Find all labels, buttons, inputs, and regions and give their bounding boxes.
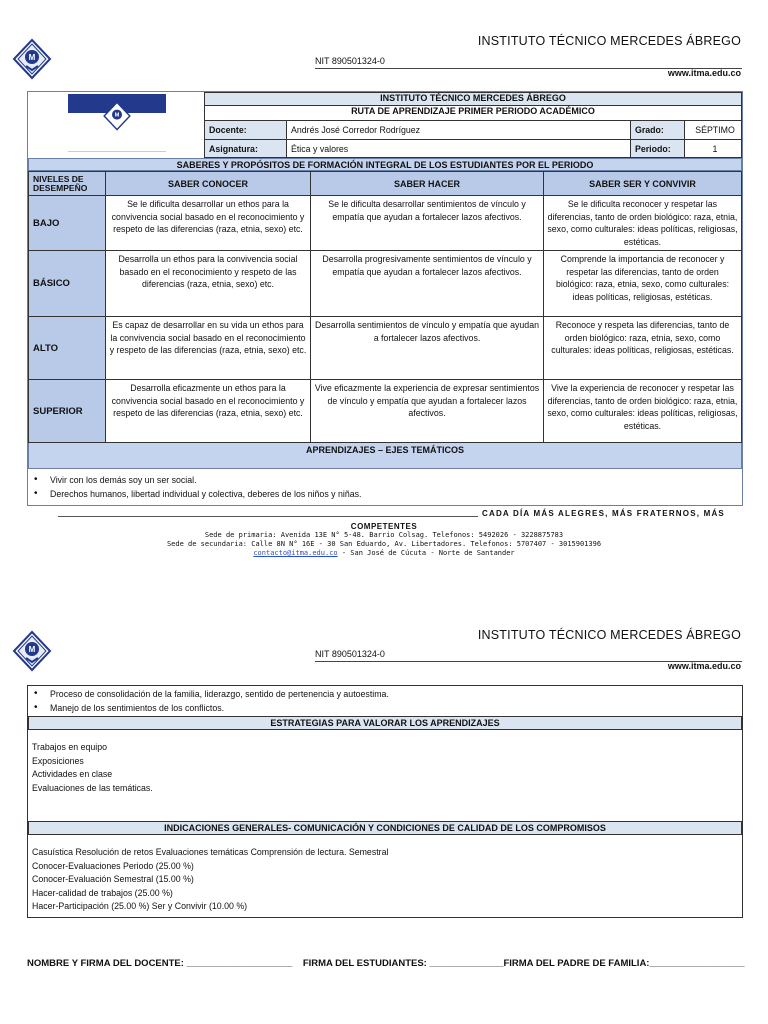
- page2-block: [27, 685, 743, 918]
- svg-text:M: M: [28, 645, 36, 654]
- grado-label: Grado:: [631, 121, 685, 140]
- level-bajo: BAJO: [29, 196, 106, 251]
- table-row: [29, 380, 742, 443]
- col-saber-hacer: SABER HACER: [311, 172, 544, 196]
- basico-ser: Comprende la importancia de reconocer y respetar las diferencias, tanto de orden biológico: raza, etnia, sexo, como culturales: ideas políticas, religiosas, estéticas.: [544, 251, 742, 317]
- website-page2[interactable]: www.itma.edu.co: [667, 661, 741, 671]
- bajo-hacer: Se le dificulta desarrollar sentimientos de vínculo y empatía que ayudan a fortalecer lazos afectivos.: [311, 196, 544, 251]
- asignatura-value: Ética y valores: [287, 140, 631, 158]
- alto-conocer: Es capaz de desarrollar en su vida un ethos para la convivencia social basado en el reconocimiento y respeto de las diferencias (raza, etnia, sexo) etc.: [106, 317, 311, 380]
- level-alto: ALTO: [29, 317, 106, 380]
- list-item: Trabajos en equipo: [32, 742, 107, 752]
- col-saber-ser: SABER SER Y CONVIVIR: [544, 172, 742, 196]
- performance-levels-table: [28, 171, 742, 443]
- footer-location: - San José de Cúcuta - Norte de Santander: [337, 549, 515, 557]
- saberes-title: SABERES Y PROPÓSITOS DE FORMACIÓN INTEGRAL DE LOS ESTUDIANTES POR EL PERIODO: [28, 158, 742, 171]
- signature-line: [27, 958, 745, 969]
- nit-text: NIT 890501324-0: [315, 56, 385, 66]
- superior-ser: Vive la experiencia de reconocer y respetar las diferencias, tanto de orden biológico: raza, etnia, sexo, como culturales: ideas políticas, religiosas, estéticas.: [544, 380, 742, 443]
- institution-title: INSTITUTO TÉCNICO MERCEDES ÁBREGO: [477, 34, 741, 48]
- website[interactable]: www.itma.edu.co: [667, 68, 741, 78]
- table-row: [29, 317, 742, 380]
- ejes-list: [28, 469, 742, 505]
- estrategias-title: ESTRATEGIAS PARA VALORAR LOS APRENDIZAJES: [28, 716, 742, 730]
- periodo-value: 1: [685, 140, 742, 158]
- aprendizajes-title: APRENDIZAJES – EJES TEMÁTICOS: [28, 443, 742, 469]
- list-item: • Derechos humanos, libertad individual y colectiva, deberes de los niños y niñas.: [50, 487, 742, 501]
- list-item: Conocer-Evaluación Semestral (15.00 %): [32, 874, 194, 884]
- sign-docente[interactable]: NOMBRE Y FIRMA DEL DOCENTE: ____________________: [27, 958, 293, 969]
- svg-text:M: M: [28, 53, 36, 62]
- sign-padre[interactable]: FIRMA DEL PADRE DE FAMILIA:__________________: [503, 958, 745, 969]
- list-item: Hacer-Participación (25.00 %) Ser y Convivir (10.00 %): [32, 901, 248, 911]
- estrategias-list: [28, 730, 742, 821]
- flag-logo: [68, 94, 166, 152]
- alto-ser: Reconoce y respeta las diferencias, tanto de orden biológico: raza, etnia, sexo, como culturales: ideas políticas, religiosas, estéticas.: [544, 317, 742, 380]
- grado-value: SÉPTIMO: [685, 121, 742, 140]
- col-saber-conocer: SABER CONOCER: [106, 172, 311, 196]
- indicaciones-title: INDICACIONES GENERALES- COMUNICACIÓN Y CONDICIONES DE CALIDAD DE LOS COMPROMISOS: [28, 821, 742, 835]
- superior-hacer: Vive eficazmente la experiencia de expresar sentimientos de vínculo y empatía que ayudan a fortalecer lazos afectivos.: [311, 380, 544, 443]
- ejes-list-cont: [28, 686, 742, 716]
- list-item: • Manejo de los sentimientos de los conflictos.: [50, 701, 742, 715]
- alto-hacer: Desarrolla sentimientos de vínculo y empatía que ayudan a fortalecer lazos afectivos.: [311, 317, 544, 380]
- indicaciones-list: [28, 835, 742, 917]
- table-institution: INSTITUTO TÉCNICO MERCEDES ÁBREGO: [205, 93, 742, 106]
- motto-line2: COMPETENTES: [350, 522, 418, 531]
- list-item: Exposiciones: [32, 755, 84, 766]
- level-superior: SUPERIOR: [29, 380, 106, 443]
- route-title: RUTA DE APRENDIZAJE PRIMER PERIODO ACADÉMICO: [205, 106, 742, 121]
- list-item: Hacer-calidad de trabajos (25.00 %): [32, 887, 173, 898]
- list-item: Conocer-Evaluaciones Periodo (25.00 %): [32, 860, 194, 871]
- footer-address-2: Sede de secundaria: Calle 8N N° 16E - 30 San Eduardo, Av. Libertadores. Telefonos: 5707407 - 3015901396: [166, 540, 602, 548]
- school-logo: [12, 38, 52, 80]
- table-row: [29, 196, 742, 251]
- svg-text:M: M: [114, 112, 120, 119]
- institution-title-page2: INSTITUTO TÉCNICO MERCEDES ÁBREGO: [477, 628, 741, 642]
- superior-conocer: Desarrolla eficazmente un ethos para la convivencia social basado en el reconocimiento y respeto de las diferencias (raza, etnia, sexo) etc.: [106, 380, 311, 443]
- periodo-label: Periodo:: [631, 140, 685, 158]
- list-item: Casuística Resolución de retos Evaluaciones temáticas Comprensión de lectura. Semestral: [32, 847, 389, 857]
- sign-estudiante[interactable]: FIRMA DEL ESTUDIANTES: ______________: [302, 958, 504, 969]
- school-logo-page2: [12, 630, 52, 672]
- contact-email[interactable]: contacto@itma.edu.co: [253, 549, 338, 557]
- list-item: • Vivir con los demás soy un ser social.: [50, 473, 742, 487]
- levels-header: NIVELES DE DESEMPEÑO: [29, 172, 106, 196]
- basico-conocer: Desarrolla un ethos para la convivencia social basado en el reconocimiento y respeto de las diferencias (raza, etnia, sexo) etc.: [106, 251, 311, 317]
- learning-route-table: [27, 91, 743, 506]
- asignatura-label: Asignatura:: [205, 140, 287, 158]
- bajo-ser: Se le dificulta reconocer y respetar las diferencias, tanto de orden biológico: raza, etnia, sexo, como culturales: ideas políticas, religiosas, estéticas.: [544, 196, 742, 251]
- level-basico: BÁSICO: [29, 251, 106, 317]
- docente-value: Andrés José Corredor Rodríguez: [287, 121, 631, 140]
- bajo-conocer: Se le dificulta desarrollar un ethos para la convivencia social basado en el reconocimiento y respeto de las diferencias (raza, etnia, sexo) etc.: [106, 196, 311, 251]
- list-item: Actividades en clase: [32, 769, 113, 779]
- footer-rule: [58, 516, 478, 517]
- nit-text-page2: NIT 890501324-0: [315, 649, 385, 659]
- list-item: • Proceso de consolidación de la familia, liderazgo, sentido de pertenencia y autoestima.: [50, 687, 742, 701]
- basico-hacer: Desarrolla progresivamente sentimientos de vínculo y empatía que ayudan a fortalecer lazos afectivos.: [311, 251, 544, 317]
- footer-contact: [0, 549, 768, 558]
- docente-label: Docente:: [205, 121, 287, 140]
- footer-address-1: Sede de primaria: Avenida 13E N° 5-48. Barrio Colsag. Telefonos: 5492026 - 3228875783: [204, 531, 564, 539]
- list-item: Evaluaciones de las temáticas.: [32, 782, 153, 793]
- table-row: [29, 251, 742, 317]
- motto-line1: CADA DÍA MÁS ALEGRES, MÁS FRATERNOS, MÁS: [482, 509, 725, 518]
